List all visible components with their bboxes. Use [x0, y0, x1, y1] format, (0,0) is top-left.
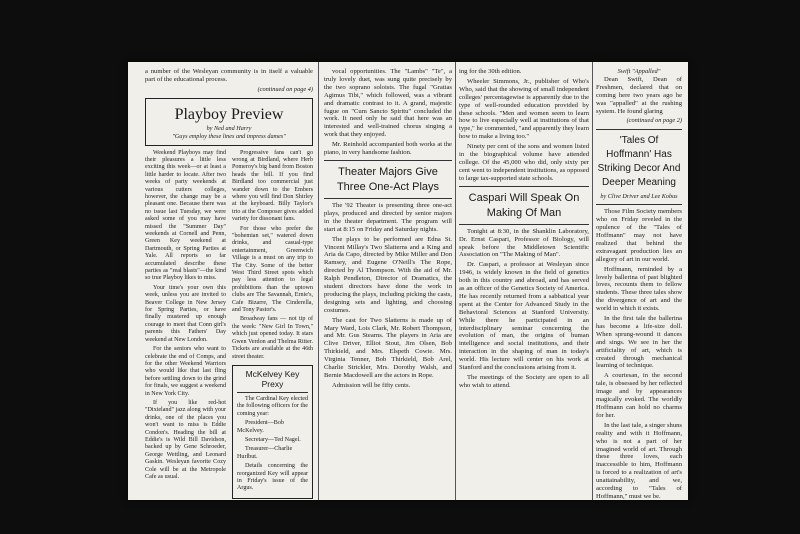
paragraph: Wheeler Simmons, Jr., publisher of Who's Who, said that the showing of small independent colleges' percentagewise is apparently due to the type of well-rounded education provided by these schools. "Men and women seem to learn how to live especially well at institutions of that type," he commented, "and apparently they learn how to make a living too.": [459, 77, 589, 141]
playboy-right: [232, 150, 313, 499]
column-hoffmann: [596, 68, 682, 500]
paragraph: The plays to be performed are Edna St. Vincent Millay's Two Slatterns and a King and Aria da Capo, directed by Mike Miller and Don Ramsey, and Eugene O'Neill's The Rope, directed by Al Thompson. With the aid of Mr. Ralph Pendleton, Director of Dramatics, the student directors have done the work in producing the plays, including picking the casts, designing sets and lighting, and choosing costumes.: [324, 235, 452, 314]
divider: [596, 204, 682, 205]
continued-note: (continued on page 4): [257, 85, 313, 93]
paragraph: In the last tale, a singer shuns reality and with it Hoffmann, who is not a part of her imagined world of art. Through these three loves, each inaccessible to him, Hoffmann is forced to a realization of art's unattainability, and we, according to "Tales of Hoffmann," must we be.: [596, 421, 682, 500]
intro-text: a number of the Wesleyan community is in itself a valuable part of the educational process.: [145, 68, 313, 83]
continued-note: (continued on page 2): [626, 117, 682, 125]
paragraph: Details concerning the reorganized Key will appear in Friday's issue of the Argus.: [237, 463, 308, 492]
column-theater: [324, 68, 452, 392]
divider: [459, 224, 589, 225]
paragraph: A courtesan, in the second tale, is obsessed by her reflected image and by appearances magically evoked. The worldly Hoffmann can hold no charms for her.: [596, 372, 682, 419]
paragraph: Dean Swift, Dean of Freshmen, declared that on coming here two years ago he was "appalled" at the rushing system. He found glaring: [596, 75, 682, 115]
mckelvey-box: [232, 365, 313, 499]
column-rule: [592, 62, 593, 500]
paragraph: For those who prefer the "bohemian set," watered down drinks, and casual-type entertainment, Greenwich Village is a must on any trip to The City. Some of the better West Third Street spots which pay less attention to legal prohibitions than the uptown clubs are The Savannah, Ernie's, Cafe Bizarre, The Cinderella, and Tony Pastor's.: [232, 225, 313, 314]
paragraph: Mr. Reinhold accompanied both works at the piano, in very handsome fashion.: [324, 141, 452, 157]
paragraph: Tonight at 8:30, in the Shanklin Laboratory, Dr. Ernst Caspari, Professor of Biology, will speak before the Middletown Scientific Association on "The Making of Man".: [459, 227, 589, 259]
newspaper-page: [128, 62, 688, 500]
divider: [596, 129, 682, 130]
paragraph: vocal opportunities. The "Lambs" "Te", a truly lovely duet, was sung quite precisely by the two soprano soloists. The fugal "Gratias Agimus Tibi," which followed, was a vibrant and dramatic contrast to it. A grand, majestic fugue on "Cum Sancto Spiritu" concluded the work. It need only be said that here was an interested and well-trained chorus singing a work that they enjoyed.: [324, 68, 452, 139]
paragraph: Those Film Society members who on Friday reveled in the opulence of the "Tales of Hoffmann" may not have realized that behind the extravagant production lies an allegory of art in our world.: [596, 208, 682, 263]
hoffmann-headline: 'Tales Of Hoffmann' Has Striking Decor And Deeper Meaning: [597, 135, 681, 189]
divider: [324, 160, 452, 161]
column-rule: [318, 62, 319, 500]
column-playboy: [145, 68, 313, 499]
swift-head: Swift "Appalled": [617, 68, 661, 75]
playboy-byline: by Ned and Harry: [206, 124, 252, 132]
paragraph: President—Bob McKelvey.: [237, 420, 284, 434]
paragraph: Dr. Caspari, a professor at Wesleyan since 1946, is widely known in the field of genetics both in this country and abroad, and has served as an officer of the Genetics Society of America. He has recently returned from a sabbatical year spent at the Center for Advanced Study in the Behavioral Sciences at Stanford University. While there he participated in an interdisciplinary seminar concerning the evolution of man, the origins of human intelligence and social institutions, and their interaction in the shaping of man in today's world. His lecture will center on his work at Stanford and the conclusions arising from it.: [459, 261, 589, 372]
paragraph: Secretary—Ted Nagel.: [245, 436, 301, 443]
paragraph: Ninety per cent of the sons and women listed in the biographical volume have attended college. Of the 45,000 who did, only sixty per cent went to independent institutions, as opposed to large tax-supported state schools.: [459, 143, 589, 182]
mckelvey-title: McKelvey Key Prexy: [245, 368, 300, 389]
paragraph: The cast for Two Slatterns is made up of Mary Ward, Lois Clark, Mr. Robert Thompson, and Mr. Gus Stearns. The players in Aria are Clive Driver, Elliot Stout, Jim Olsen, Bob Thirkield, and Mrs. Elspeth Cowie. Mrs. Virginia Tenner, Bob Thirkield, Bob Arel, Charlie Strickler, Mrs. Dorothy Walsh, and Bernie Macdowell are the actors in Rope.: [324, 316, 452, 379]
paragraph: In the first tale the ballerina has become a life-size doll. When sprung-wound it dances and sings. We see in her the artificiality of art, which is created through mechanical learning of technique.: [596, 315, 682, 370]
paragraph: The meetings of the Society are open to all who wish to attend.: [459, 374, 589, 389]
theater-headline: Theater Majors Give Three One-Act Plays: [336, 165, 440, 193]
column-caspari: [459, 68, 589, 392]
column-rule: [455, 62, 456, 500]
paragraph: The Cardinal Key elected the following officers for the coming year:: [237, 395, 308, 417]
divider: [237, 392, 308, 393]
paragraph: For the seniors who want to celebrate the end of Comps, and for the other Weekend Warriors who would like that last fling before settling down to the grind for finals, we suggest a weekend in New York City.: [145, 346, 226, 397]
playboy-body: [145, 150, 313, 499]
paragraph: The '92 Theater is presenting three one-act plays, produced and directed by senior majors in the theater department. The program will start at 8:15 on Friday and Saturday nights.: [324, 201, 452, 233]
hoffmann-byline: by Clive Driver and Lee Kobus: [600, 193, 678, 201]
playboy-left: [145, 150, 226, 499]
divider: [459, 186, 589, 187]
divider: [324, 198, 452, 199]
paragraph: Admission will be fifty cents.: [332, 381, 411, 389]
paragraph: Your time's your own this week, unless you are invited to Beaver College in New Jersey for Spring Parties, or have finally mustered up enough courage to meet that Conn girl's parents this Fathers' Day weekend at New London.: [145, 284, 226, 343]
playboy-title: Playboy Preview: [174, 105, 284, 123]
playboy-title-box: [145, 98, 313, 146]
paragraph: ing for the 30th edition.: [459, 68, 522, 75]
paragraph: Broadway fans — not tip of the week: "New Girl In Town," which just opened today. It stars Gwen Verdon and Thelma Ritter. Tickets are available at the 46th street theater.: [232, 316, 313, 360]
paragraph: Progressive fans can't go wrong at Birdland, where Herb Pomeroy's big band from Boston heads the bill. If you find Birdland too commercial just wander down to the Embers where you will find Don Shirley at the keyboard. Billy Taylor's trio at the Composer gives added variety for dissonant fans.: [232, 149, 313, 223]
caspari-headline: Caspari Will Speak On Making Of Man: [468, 191, 580, 219]
paragraph: Treasurer—Charlie Hurlbut.: [237, 446, 293, 460]
paragraph: Weekend Playboys may find their pleasures a little less exciting this week—or at least a little harder to locate. After two weeks of party weekends at various cutters colleges, however, the change may be a pleasant one. Because there was no issue last Tuesday, we were asked some of you may have missed the "Summer Day" weekends at Cornell and Penn, Green Key weekend at Dartmouth, or Spring Parties at Yale. All reports so far accumulated describe these parties as "real blasts"—the kind so true Playboy likes to miss.: [145, 149, 226, 282]
paragraph: Hoffmann, reminded by a lovely ballerina of past blighted loves, recounts them to fellow students. These three tales show the divergence of art and the world in which it exists.: [596, 265, 682, 313]
paragraph: If you like red-hot "Dixieland" jazz along with your drinks, one of the places you won't want to miss is Eddie Condon's. Heading the bill at Eddie's is Wild Bill Davidson, backed up by Gene Schroeder, George Wettling, and Leonard Gaskin. Wesleyan favorite Cozy Cole will be at the Metropole Cafe as usual.: [145, 399, 226, 480]
playboy-subtitle: "Guys employ these lines and impress dames": [172, 132, 286, 140]
